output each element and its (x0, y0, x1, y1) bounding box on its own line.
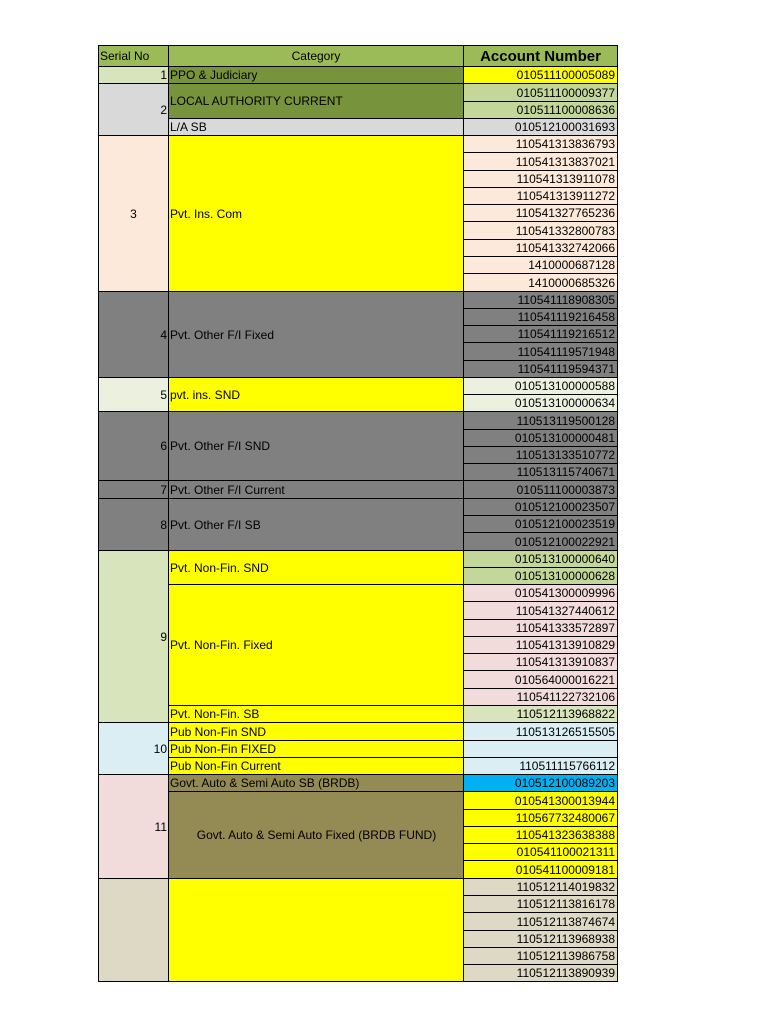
category-cell[interactable]: LOCAL AUTHORITY CURRENT (168, 83, 464, 119)
account-number-cell[interactable]: 110511115766112 (463, 757, 618, 775)
account-number-cell[interactable]: 110541313910837 (463, 653, 618, 671)
account-number-cell[interactable]: 110541119571948 (463, 342, 618, 361)
header-category[interactable]: Category (168, 45, 464, 67)
category-cell[interactable] (168, 878, 464, 982)
account-number-cell[interactable]: 110541118908305 (463, 291, 618, 309)
account-number-cell[interactable]: 110541332742066 (463, 239, 618, 257)
category-cell[interactable]: Pvt. Ins. Com (168, 135, 464, 292)
account-number-cell[interactable]: 1410000687128 (463, 256, 618, 274)
category-cell[interactable]: Pub Non-Fin Current (168, 757, 464, 775)
serial-no-cell[interactable]: 11 (98, 774, 169, 879)
header-serial-no[interactable]: Serial No (98, 45, 169, 67)
account-number-cell[interactable]: 110541313911078 (463, 170, 618, 188)
account-number-cell[interactable]: 110512113968938 (463, 930, 618, 948)
account-number-cell[interactable]: 010512100031693 (463, 118, 618, 136)
category-cell[interactable]: PPO & Judiciary (168, 66, 464, 84)
account-number-cell[interactable]: 010541300013944 (463, 791, 618, 810)
serial-no-cell[interactable]: 1 (98, 66, 169, 84)
account-number-cell[interactable]: 110512114019832 (463, 878, 618, 896)
category-cell[interactable]: Pvt. Other F/I SB (168, 498, 464, 551)
account-number-cell[interactable]: 110541313837021 (463, 152, 618, 171)
account-number-cell[interactable]: 110541119216458 (463, 308, 618, 326)
account-number-cell[interactable]: 010512100022921 (463, 532, 618, 551)
account-number-cell[interactable]: 010512100023519 (463, 515, 618, 533)
category-cell[interactable]: pvt. ins. SND (168, 377, 464, 412)
account-number-cell[interactable]: 110512113874674 (463, 912, 618, 931)
account-number-cell[interactable]: 110541333572897 (463, 619, 618, 637)
account-number-cell[interactable]: 110541313836793 (463, 135, 618, 153)
category-cell[interactable]: Pvt. Other F/I Fixed (168, 291, 464, 378)
account-number-cell[interactable]: 110541327440612 (463, 601, 618, 620)
category-cell[interactable]: L/A SB (168, 118, 464, 136)
account-number-cell[interactable]: 110541122732106 (463, 688, 618, 706)
serial-no-cell[interactable]: 10 (98, 722, 169, 775)
account-number-cell[interactable]: 010513100000634 (463, 394, 618, 412)
account-number-cell[interactable]: 1410000685326 (463, 273, 618, 292)
category-cell[interactable]: Pvt. Non-Fin. SND (168, 550, 464, 585)
account-number-cell[interactable]: 110541313910829 (463, 636, 618, 654)
account-number-cell[interactable]: 010541300009996 (463, 584, 618, 602)
account-number-cell[interactable]: 110512113968822 (463, 705, 618, 723)
serial-no-cell[interactable]: 7 (98, 480, 169, 499)
account-number-cell[interactable]: 110513119500128 (463, 411, 618, 430)
category-cell[interactable]: Pvt. Other F/I Current (168, 480, 464, 499)
header-account-number[interactable]: Account Number (463, 45, 618, 67)
category-cell[interactable]: Pvt. Non-Fin. Fixed (168, 584, 464, 706)
account-number-cell[interactable]: 010541100009181 (463, 860, 618, 879)
account-number-cell[interactable]: 010513100000640 (463, 550, 618, 568)
account-number-cell[interactable]: 110541119216512 (463, 325, 618, 343)
account-number-cell[interactable]: 110541323638388 (463, 826, 618, 844)
account-number-cell[interactable]: 110541332800783 (463, 221, 618, 240)
account-number-cell[interactable]: 010564000016221 (463, 670, 618, 689)
account-number-cell[interactable]: 010511100008636 (463, 101, 618, 119)
category-cell[interactable]: Pub Non-Fin SND (168, 722, 464, 741)
account-number-cell[interactable]: 010513100000628 (463, 567, 618, 585)
serial-no-cell[interactable]: 8 (98, 498, 169, 551)
category-cell[interactable]: Pvt. Non-Fin. SB (168, 705, 464, 723)
account-number-cell[interactable]: 010512100089203 (463, 774, 618, 792)
serial-no-cell[interactable]: 9 (98, 550, 169, 723)
category-cell[interactable]: Govt. Auto & Semi Auto SB (BRDB) (168, 774, 464, 792)
account-number-cell[interactable]: 110541327765236 (463, 204, 618, 222)
account-number-cell[interactable]: 010513100000481 (463, 429, 618, 447)
account-number-cell[interactable]: 110512113816178 (463, 895, 618, 913)
account-number-cell[interactable]: 010511100005089 (463, 66, 618, 84)
category-cell[interactable]: Pub Non-Fin FIXED (168, 740, 464, 758)
account-number-cell[interactable]: 010512100023507 (463, 498, 618, 516)
serial-no-cell[interactable]: 5 (98, 377, 169, 412)
account-number-cell[interactable]: 110541313911272 (463, 187, 618, 205)
serial-no-cell[interactable]: 4 (98, 291, 169, 378)
account-number-cell[interactable]: 010513100000588 (463, 377, 618, 395)
account-number-cell[interactable]: 010511100003873 (463, 480, 618, 499)
account-number-cell[interactable]: 110512113890939 (463, 964, 618, 982)
category-cell[interactable]: Pvt. Other F/I SND (168, 411, 464, 481)
serial-no-cell[interactable]: 3 (98, 135, 169, 292)
account-number-cell[interactable]: 110513115740671 (463, 463, 618, 481)
serial-no-cell[interactable] (98, 878, 169, 982)
account-number-cell[interactable]: 110513126515505 (463, 722, 618, 741)
serial-no-cell[interactable]: 2 (98, 83, 169, 136)
category-cell[interactable]: Govt. Auto & Semi Auto Fixed (BRDB FUND) (168, 791, 464, 879)
account-number-cell[interactable]: 110541119594371 (463, 360, 618, 378)
account-number-cell[interactable]: 010511100009377 (463, 83, 618, 102)
account-number-cell[interactable]: 110513133510772 (463, 446, 618, 464)
account-number-cell[interactable]: 110567732480067 (463, 809, 618, 827)
account-number-cell[interactable]: 010541100021311 (463, 843, 618, 861)
account-number-cell[interactable]: 110512113986758 (463, 947, 618, 965)
serial-no-cell[interactable]: 6 (98, 411, 169, 481)
account-number-cell[interactable] (463, 740, 618, 758)
